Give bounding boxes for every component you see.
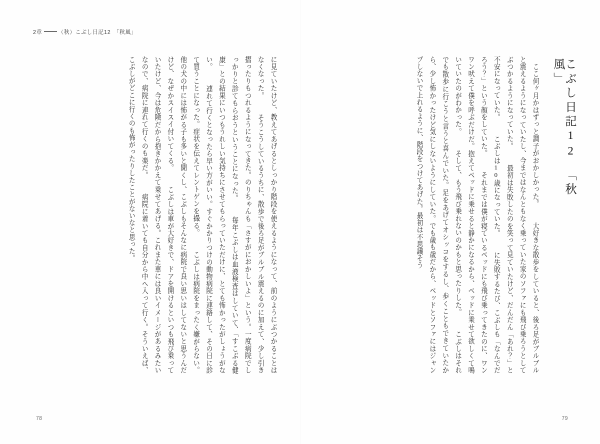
verso-page-number: 78 xyxy=(36,415,43,422)
chapter-title: こぶし日記12 「秋風」 xyxy=(552,58,577,197)
running-header xyxy=(33,31,137,36)
running-header-season: （秋） xyxy=(58,30,76,36)
running-header-chapter: 2章 xyxy=(33,30,43,36)
recto-body-text: ここ何ヶ月かはずっと調子がおかしかった。 大好きな散歩をしていると、後ろ足がブルブルと震えるようになっていたし、今まではなんともなく乗っていた家のソファにも飛び乗ろうとしてぶつかるようになっていた。 最初は失敗したのを笑って見ていたけど、だんだん「あれ？」と不安になっていた。 こぶしは10歳になっていた。 に失敗するたび、こぶしも「なんでだろう？」という顔をしていた。 それまでは僕が寝ているベッドにも飛び乗ってきたのに、ワンワン吠えて僕を呼ぶだけだ。抱えてベッドに乗せると静かになるから、ベッドに乗せて欲しくて鳴いていたのがわかった。 そして、もう飛び乗れないのかもと思ったりした。 こぶしはそれでも散歩に行こうと言うと喜んでいた。足をあげてオシッコをするし、歩くこともできていたから、少し怖かったけど気にしないようにしていた。でも歳も歳だから、ベッドとソファにはジャンプしないで上れるように、階段をつけてあげた。最初は不思議そう xyxy=(414,56,538,374)
running-header-title: こぶし日記12 「秋風」 xyxy=(75,30,137,36)
verso-body-text: に見ていたけど、教えてあげるとしっかり階段を使えるようになって、前のようにぶつかることはなくなった。 そうこうしているうちに、散歩で後ろ足がブルブル震えるのに加えて、少し引き摺ったりもつれるようになってきた。のりちゃんも「さすがにおかしいよ」という。一度病院でしっかりと診てもらおうということになった。 毎年こぶしは血液検査はしていて、「すこぶる健康」との結果にいつもうれしい気持ちにさせてもらっていただけに、とても怖かったがしょうがない。 連れて行くとなったら早い方がいい。すぐかかりつけの動物病院に連絡して、その日に診て買うことになった。症状を伝えてレントゲンを撮る。 こぶしは病院をまったく嫌がらない。他の犬の中には怖がる子も多いと聞くし、こぶしもそんなに病院で良い思いはしてないと思うんだけど、なぜかスイスイ付いてくる。 こぶしは車が大好きで、ドアを開けるといつも飛び乗っていたけど、今は危険だから抱きかかえて乗せてあげる。これまた車には良いイメージがあるみたいなので、病院に連れて行くのも楽だ。 病院に着いても自分から中へ入って行く。そういえば、こぶしがどこに行くのも怖がったりしたことがないなと思った。 xyxy=(127,56,276,374)
running-header-rule-icon xyxy=(44,31,57,32)
recto-page xyxy=(300,0,600,444)
recto-page-number: 79 xyxy=(561,415,568,422)
